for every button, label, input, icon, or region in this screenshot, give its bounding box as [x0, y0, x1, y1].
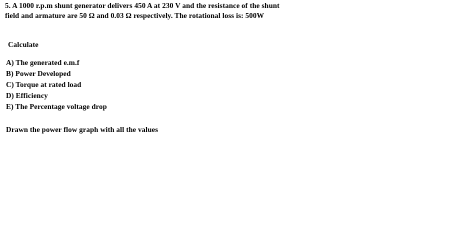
list-item: E) The Percentage voltage drop: [6, 102, 107, 111]
list-item: D) Efficiency: [6, 91, 48, 100]
list-item: A) The generated e.m.f: [6, 58, 80, 67]
instruction-text: Drawn the power flow graph with all the values: [6, 125, 159, 134]
calculate-heading: Calculate: [8, 40, 39, 49]
list-item: C) Torque at rated load: [6, 80, 82, 89]
question-text-line-2: field and armature are 50 Ω and 0.03 Ω respectively. The rotational loss is: 500W: [5, 11, 265, 20]
question-text-line-1: 5. A 1000 r.p.m shunt generator delivers 450 A at 230 V and the resistance of the shunt: [5, 1, 280, 10]
list-item: B) Power Developed: [6, 69, 71, 78]
